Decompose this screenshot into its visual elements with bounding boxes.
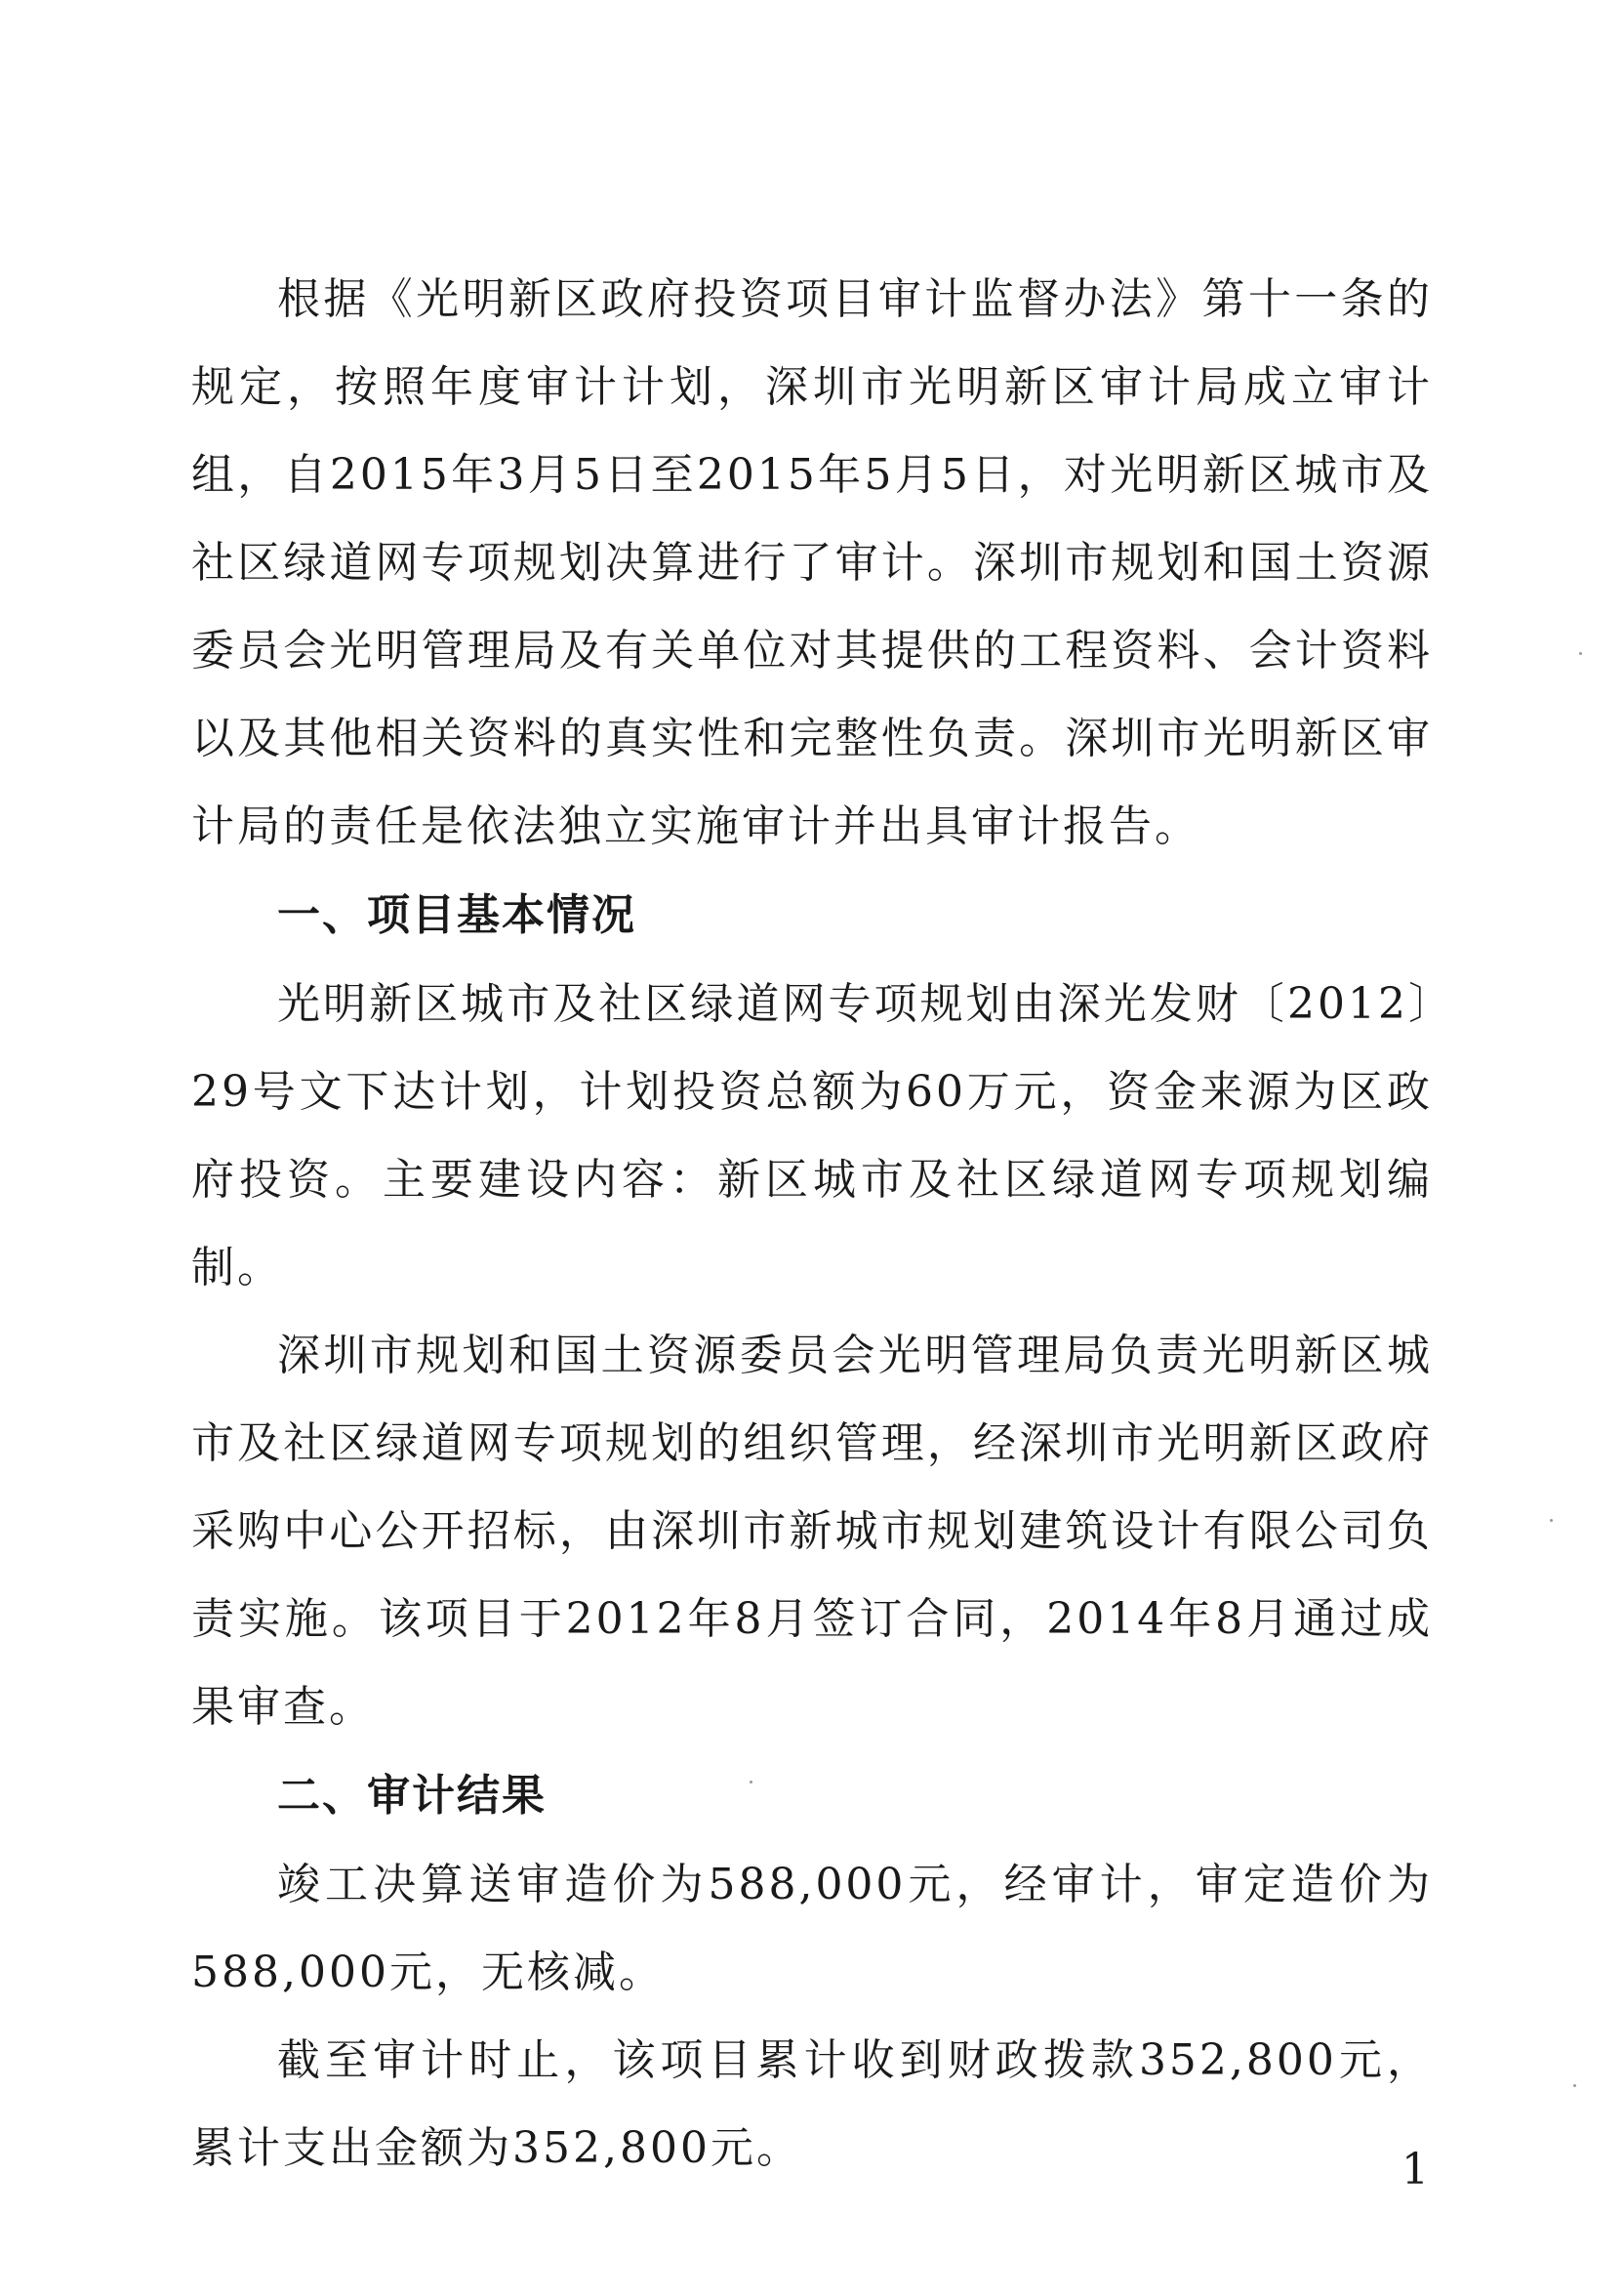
project-management-paragraph: 深圳市规划和国土资源委员会光明管理局负责光明新区城市及社区绿道网专项规划的组织管理，经深圳市光明新区政府采购中心公开招标，由深圳市新城市规划建筑设计有限公司负责实施。该项目于2012年8月签订合同，2014年8月通过成果审查。 xyxy=(191,1331,1433,1732)
document-body xyxy=(191,256,1433,2193)
project-plan-paragraph: 光明新区城市及社区绿道网专项规划由深光发财〔2012〕29号文下达计划，计划投资总额为60万元，资金来源为区政府投资。主要建设内容：新区城市及社区绿道网专项规划编制。 xyxy=(191,979,1433,1292)
scan-speck xyxy=(1579,652,1582,655)
scan-speck xyxy=(1550,1519,1553,1522)
section-heading-project-overview: 一、项目基本情况 xyxy=(277,890,636,940)
section-heading-audit-results: 二、审计结果 xyxy=(277,1771,547,1821)
settlement-cost-paragraph: 竣工决算送审造价为588,000元，经审计，审定造价为588,000元，无核减。 xyxy=(191,1860,1433,1997)
funding-expenditure-paragraph: 截至审计时止，该项目累计收到财政拨款352,800元，累计支出金额为352,800元。 xyxy=(191,2035,1433,2173)
scan-speck xyxy=(750,1781,752,1784)
scan-speck xyxy=(1573,2084,1576,2087)
page-number: 1 xyxy=(1401,2145,1429,2194)
intro-paragraph: 根据《光明新区政府投资项目审计监督办法》第十一条的规定，按照年度审计计划，深圳市光明新区审计局成立审计组，自2015年3月5日至2015年5月5日，对光明新区城市及社区绿道网专项规划决算进行了审计。深圳市规划和国土资源委员会光明管理局及有关单位对其提供的工程资料、会计资料以及其他相关资料的真实性和完整性负责。深圳市光明新区审计局的责任是依法独立实施审计并出具审计报告。 xyxy=(191,274,1433,851)
